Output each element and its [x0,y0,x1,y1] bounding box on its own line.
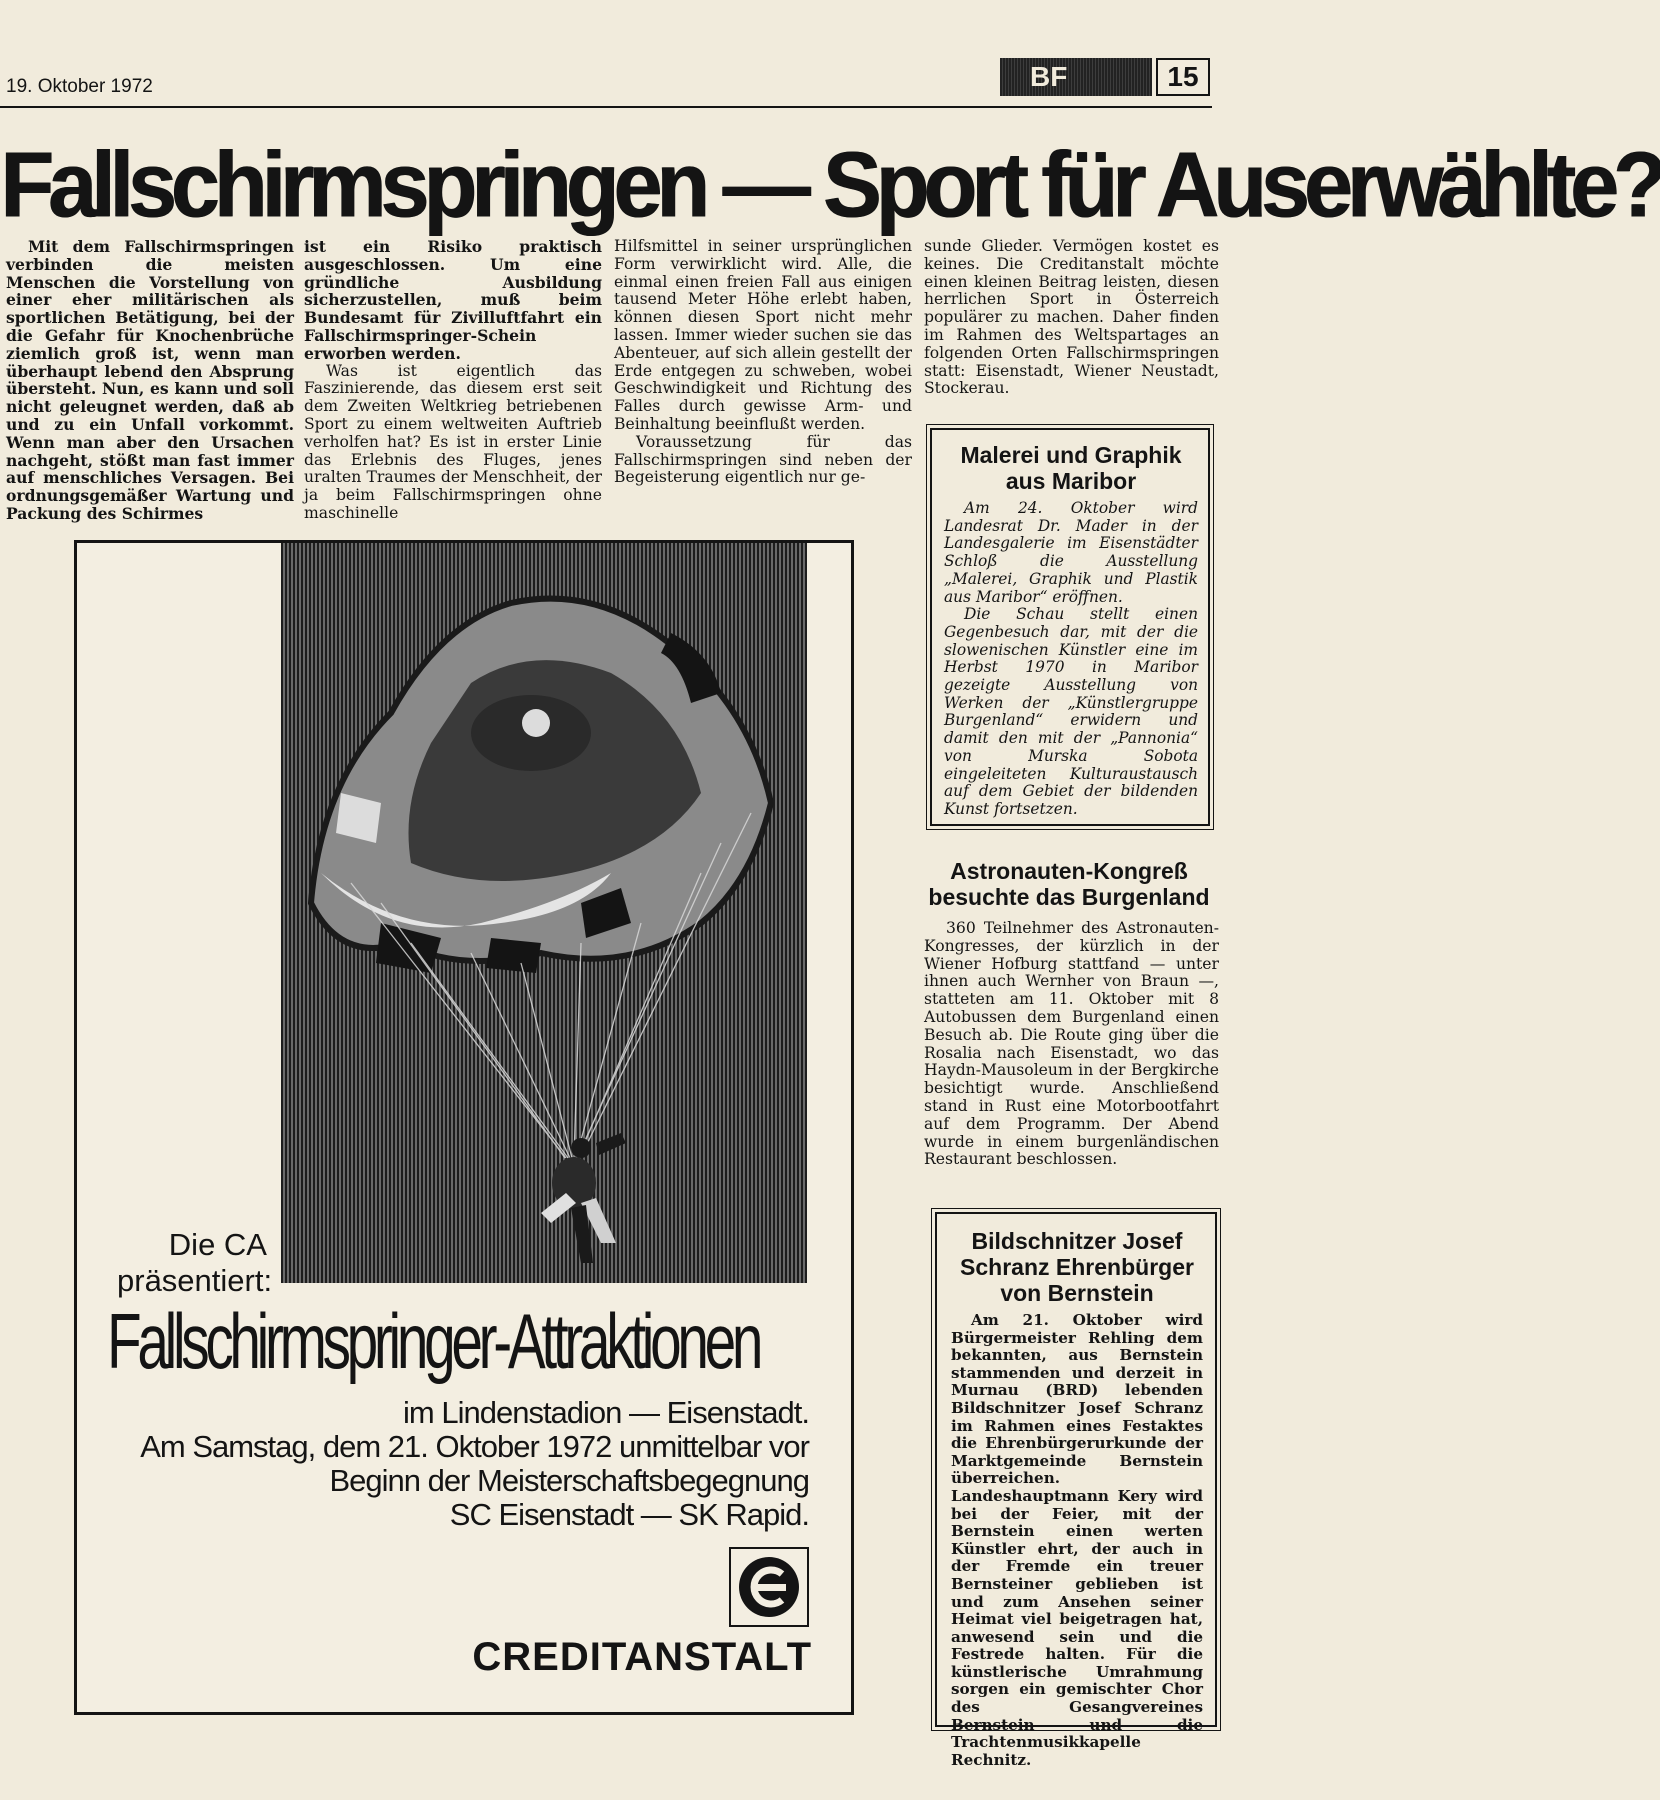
article-paragraph: sunde Glieder. Vermögen kostet es keines. Die Creditanstalt möchte einen kleinen Beitrag leisten, diesen herrlichen Sport in Österreich populärer zu machen. Daher finden im Rahmen des Weltspartages an folgenden Orten Fallschirmspringen statt: Eisenstadt, Wiener Neustadt, Stockerau. [924,237,1219,398]
ad-line: Beginn der Meisterschaftsbegegnung [329,1463,809,1498]
parachute-illustration [281,543,807,1283]
article-paragraph: Mit dem Fallschirmspringen verbinden die meisten Menschen die Vorstellung von einer eher militärischen als sportlichen Betätigung, bei der die Gefahr für Knochenbrüche ziemlich groß ist, wenn man überhaupt lebend den Absprung übersteht. Nun, es kann und soll nicht geleugnet werden, daß ab und zu ein Unfall vorkommt. Wenn man aber den Ursachen nachgeht, stößt man fast immer auf menschliches Versagen. Bei ordnungsgemäßer Wartung und Packung des Schirmes [6,237,294,523]
ad-line: SC Eisenstadt — SK Rapid. [449,1497,809,1532]
bildschnitzer-box [935,1212,1217,1769]
main-headline: Fallschirmspringen — Sport für Auserwählte? [0,132,1660,237]
ad-title: Fallschirmspringer-Attraktionen [107,1297,760,1385]
parachute-canopy [311,599,771,973]
creditanstalt-advertisement [74,540,854,1715]
article-paragraph: Voraussetzung für das Fallschirmspringen sind neben der Begeisterung eigentlich nur ge- [614,432,912,487]
parachute-photo [281,543,807,1283]
header-rule [0,106,1212,108]
article-column-3 [614,238,912,487]
malerei-paragraph: Am 24. Oktober wird Landesrat Dr. Mader in der Landesgalerie im Eisenstädter Schloß die Ausstellung „Malerei, Graphik und Plastik aus Maribor“ eröffnen. [944,499,1198,606]
malerei-text [944,500,1198,819]
page-number: 15 [1156,58,1210,96]
astronauten-title: Astronauten-Kongreß besuchte das Burgenland [928,858,1210,910]
ad-intro-line: präsentiert: [117,1263,273,1298]
parachutist-figure [541,1133,626,1263]
creditanstalt-logo-icon [729,1547,809,1627]
bf-logo: BF [1000,58,1152,96]
ad-intro [117,1227,273,1299]
astronauten-paragraph: 360 Teilnehmer des Astronauten-Kongresses, der kürzlich in der Wiener Hofburg stattfand — unter ihnen auch Wernher von Braun —, statteten am 11. Oktober mit 8 Autobussen dem Burgenland einen Besuch ab. Die Route ging über die Rosalia nach Eisenstadt, wo das Haydn-Mausoleum in der Bergkirche besichtigt wurde. Anschließend stand in Rust eine Motorbootfahrt auf dem Programm. Der Abend wurde in einem burgenländischen Restaurant beschlossen. [924,919,1219,1169]
article-paragraph: ist ein Risiko praktisch ausgeschlossen. Um eine gründliche Ausbildung sicherzustellen, muß beim Bundesamt für Zivilluftfahrt ein Fallschirmspringer-Schein erworben werden. [304,237,602,363]
article-column-2 [304,238,602,523]
malerei-box [930,428,1210,826]
bildschnitzer-text [951,1312,1203,1769]
astronauten-text [924,920,1219,1169]
article-paragraph: Was ist eigentlich das Faszinierende, das diesem erst seit dem Zweiten Weltkrieg betriebenen Sport zu einem weltweiten Auftrieb verholfen hat? Es ist in erster Linie das Erlebnis des Fluges, jenes uralten Traumes der Menschheit, der ja beim Fallschirmspringen ohne maschinelle [304,361,602,522]
bildschnitzer-title: Bildschnitzer Josef Schranz Ehrenbürger von Bernstein [960,1228,1194,1306]
article-paragraph: Hilfsmittel in seiner ursprünglichen Form verwirklicht wird. Alle, die einmal einen freien Fall aus einigen tausend Meter Höhe erlebt haben, können diesen Sport nicht mehr lassen. Immer wieder suchen sie das Abenteuer, auf sich allein gestellt der Erde entgegen zu schweben, wobei Geschwindigkeit und Richtung des Falles durch gewisse Arm- und Beinhaltung beeinflußt werden. [614,237,912,433]
bildschnitzer-paragraph: Am 21. Oktober wird Bürgermeister Rehling dem bekannten, aus Bernstein stammenden und derzeit in Murnau (BRD) lebenden Bildschnitzer Josef Schranz im Rahmen eines Festaktes die Ehrenbürgerurkunde der Marktgemeinde Bernstein überreichen. Landeshauptmann Kery wird bei der Feier, mit der Bernstein einen werten Künstler ehrt, der auch in der Fremde ein treuer Bernsteiner geblieben ist und zum Ansehen seiner Heimat viel beigetragen hat, anwesend sein und die Festrede halten. Für die künstlerische Umrahmung sorgen ein gemischter Chor des Gesangvereines Bernstein und die Trachtenmusikkapelle Rechnitz. [951,1311,1203,1769]
article-column-1 [6,238,294,523]
ad-line: Am Samstag, dem 21. Oktober 1972 unmittelbar vor [140,1429,809,1464]
masthead-logo [1000,58,1210,96]
malerei-title: Malerei und Graphik aus Maribor [960,442,1182,494]
creditanstalt-wordmark: CREDITANSTALT [472,1635,812,1679]
issue-date: 19. Oktober 1972 [6,76,153,97]
malerei-paragraph: Die Schau stellt einen Gegenbesuch dar, mit der die slowenischen Künstler eine im Herbst 1970 in Maribor gezeigte Ausstellung von Werken der „Künstlergruppe Burgenland“ erwidern und damit den mit der „Pannonia“ von Murska Sobota eingeleiteten Kulturaustausch auf dem Gebiet der bildenden Kunst fortsetzen. [944,605,1198,818]
ad-line: im Lindenstadion — Eisenstadt. [403,1395,809,1430]
ad-intro-line: Die CA [168,1227,267,1262]
article-column-4 [924,238,1219,398]
